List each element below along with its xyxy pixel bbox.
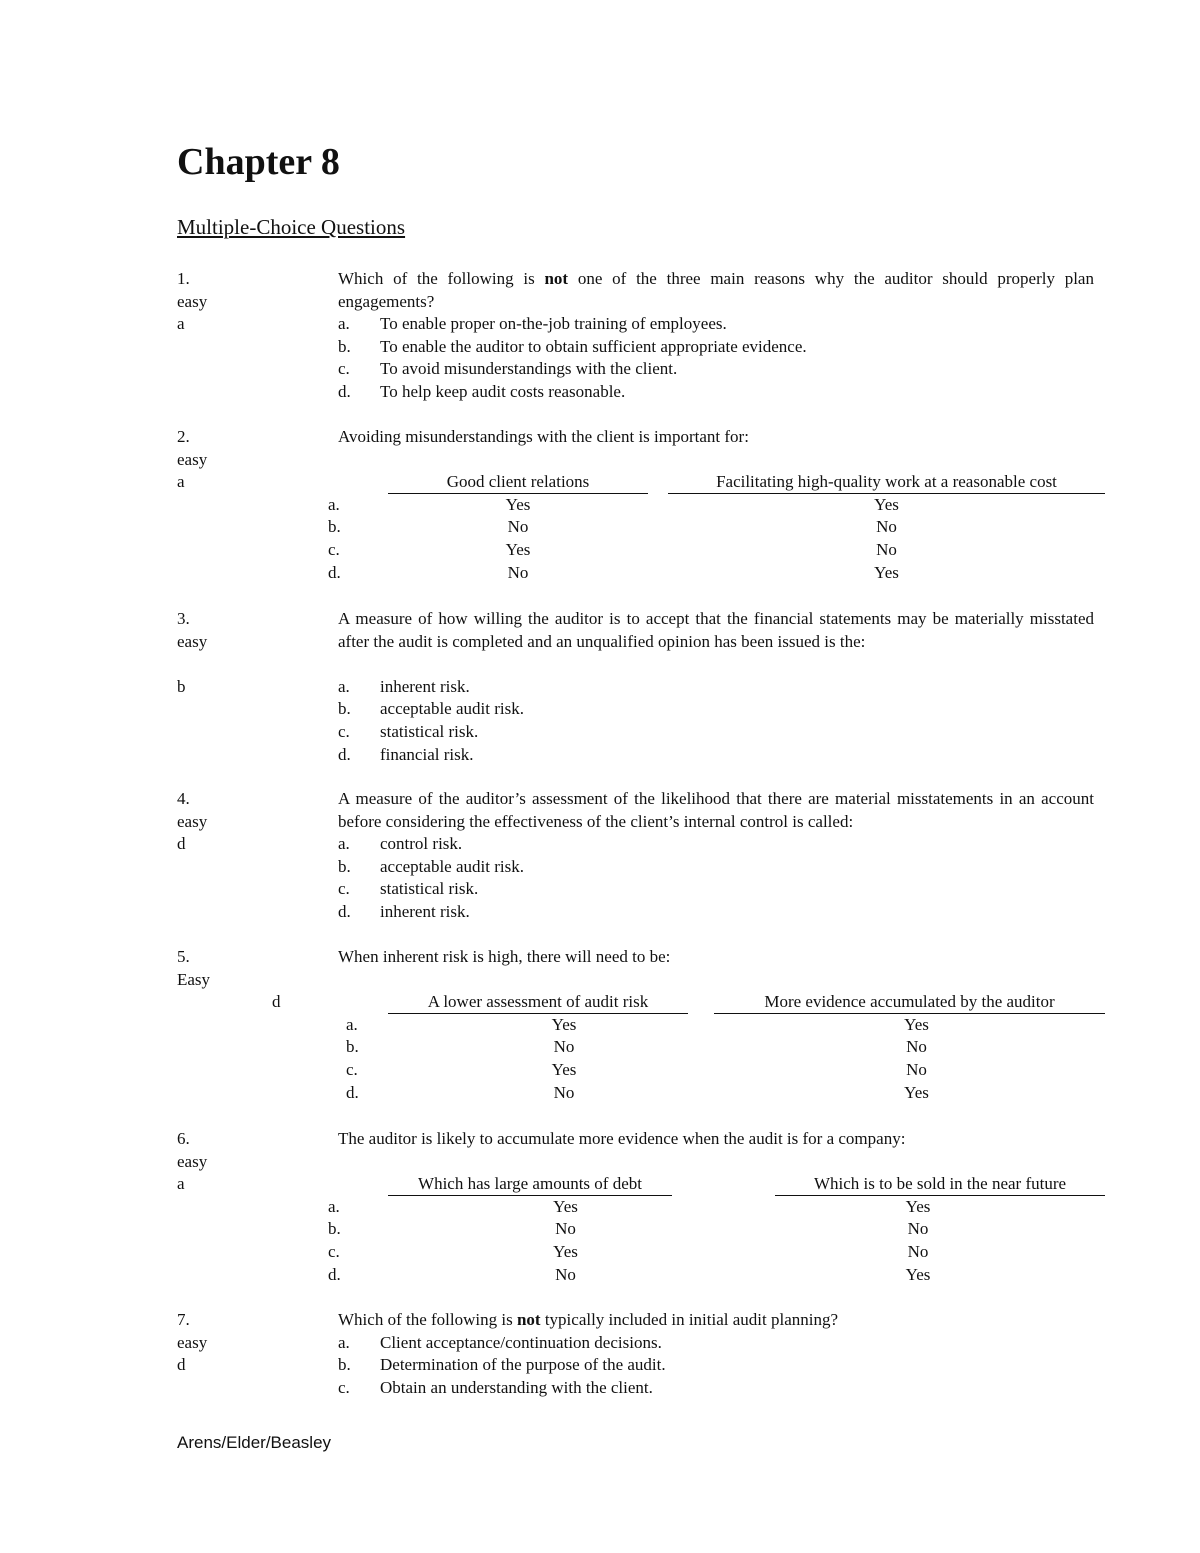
grid-cell: No [553,1082,575,1102]
grid-cell: No [906,1037,927,1057]
option-a [338,833,524,856]
grid-row-b [328,516,1108,539]
grid-column-header: Which has large amounts of debt [388,1173,672,1196]
option-letter: b. [338,699,351,719]
option-text: control risk. [380,834,463,854]
row-letter: c. [328,539,340,559]
option-letter: b. [338,1355,351,1375]
grid-cell: Yes [551,1059,577,1079]
row-letter: a. [328,494,340,514]
answer-grid [340,991,1110,1104]
stem-emphasis: not [544,269,569,288]
grid-header-row [328,1173,1108,1196]
grid-cell: No [507,517,529,537]
question-number: 7. [177,1310,190,1329]
option-letter: d. [338,901,351,921]
question-stem [338,268,1094,313]
grid-row-a [328,1196,1108,1219]
question-number: 4. [177,789,190,808]
grid-column-header: A lower assessment of audit risk [388,991,688,1014]
grid-header-row [328,471,1108,494]
option-text: Determination of the purpose of the audit. [380,1355,666,1375]
question-difficulty: easy [177,1332,208,1352]
grid-row-d [328,1264,1108,1287]
question-answer: a [177,1174,185,1194]
question-meta [177,946,281,1014]
row-letter: d. [346,1082,359,1102]
option-text: financial risk. [380,744,474,764]
grid-cell: Yes [553,1196,578,1216]
option-text: To enable the auditor to obtain sufficient appropriate evidence. [380,336,807,356]
option-d [338,381,807,404]
grid-column-header: Good client relations [388,471,648,494]
option-letter: c. [338,1377,350,1397]
grid-column-header: Which is to be sold in the near future [775,1173,1105,1196]
option-letter: c. [338,359,350,379]
grid-cell: No [555,1219,576,1239]
option-b [338,1354,666,1377]
option-text: To enable proper on-the-job training of employees. [380,314,727,334]
answer-grid [328,1173,1108,1286]
question-number: 1. [177,269,190,288]
option-letter: a. [338,676,350,696]
question-difficulty: easy [177,291,208,311]
grid-header-row [340,991,1110,1014]
grid-cell: No [553,1037,575,1057]
grid-row-b [328,1218,1108,1241]
question-number: 2. [177,427,190,446]
grid-cell: Yes [874,494,899,514]
grid-cell: No [507,562,529,582]
options-list [338,676,524,766]
row-letter: b. [328,1219,341,1239]
option-text: To help keep audit costs reasonable. [380,381,626,401]
grid-cell: No [906,1059,927,1079]
row-letter: a. [328,1196,340,1216]
question-stem: A measure of how willing the auditor is to accept that the financial statements may be materially misstated after the audit is completed and an unqualified opinion has been issued is the: [338,609,1094,651]
grid-cell: Yes [505,494,531,514]
section-heading: Multiple-Choice Questions [177,215,406,239]
option-text: Client acceptance/continuation decisions. [380,1332,662,1352]
grid-cell: Yes [905,1196,931,1216]
question-meta [177,268,207,336]
grid-cell: Yes [874,562,899,582]
row-letter: a. [346,1014,358,1034]
page-footer: Arens/Elder/Beasley [177,1433,332,1452]
grid-cell: No [907,1219,929,1239]
stem-text: Which of the following is [338,1310,517,1329]
option-c [338,1377,666,1400]
grid-row-d [340,1082,1110,1105]
question-answer: a [177,472,185,492]
option-letter: a. [338,1332,350,1352]
row-letter: d. [328,562,341,582]
question-answer: d [272,992,281,1012]
option-letter: d. [338,381,351,401]
option-letter: a. [338,314,350,334]
question-meta [177,1128,207,1196]
option-letter: a. [338,834,350,854]
question-stem: A measure of the auditor’s assessment of the likelihood that there are material misstatements in an account before considering the effectiveness of the client’s internal control is called: [338,789,1094,831]
row-letter: d. [328,1264,341,1284]
grid-row-c [328,1241,1108,1264]
grid-row-c [328,539,1108,562]
grid-cell: No [555,1264,576,1284]
grid-row-a [340,1014,1110,1037]
option-text: statistical risk. [380,721,479,741]
stem-text: one of the three main reasons why the auditor should properly plan engagements? [338,269,1094,311]
grid-cell: Yes [553,1241,578,1261]
question-answer: d [177,1355,186,1375]
question-difficulty: Easy [177,969,211,989]
options-list [338,833,524,923]
question-meta [177,608,207,698]
grid-cell: No [876,539,897,559]
option-c [338,878,524,901]
chapter-title: Chapter 8 [177,141,340,183]
question-number: 3. [177,609,190,628]
options-list [338,313,807,403]
option-c [338,358,807,381]
row-letter: b. [328,517,341,537]
option-text: To avoid misunderstandings with the client. [380,359,678,379]
grid-cell: Yes [904,1082,929,1102]
question-difficulty: easy [177,449,208,469]
option-a [338,313,807,336]
grid-cell: Yes [505,539,531,559]
option-letter: c. [338,879,350,899]
option-b [338,336,807,359]
answer-grid [328,471,1108,584]
option-text: Obtain an understanding with the client. [380,1377,653,1397]
question-number: 5. [177,947,190,966]
option-b [338,698,524,721]
option-a [338,1332,666,1355]
row-letter: b. [346,1037,359,1057]
question-meta [177,426,207,494]
grid-cell: Yes [904,1014,929,1034]
question-answer: d [177,834,186,854]
grid-column-header: More evidence accumulated by the auditor [714,991,1105,1014]
options-list [338,1332,666,1400]
grid-row-b [340,1036,1110,1059]
grid-row-a [328,494,1108,517]
option-text: acceptable audit risk. [380,699,524,719]
option-d [338,744,524,767]
option-letter: b. [338,856,351,876]
option-text: inherent risk. [380,901,470,921]
stem-emphasis: not [516,1310,541,1329]
option-letter: c. [338,721,350,741]
question-difficulty: easy [177,1151,208,1171]
question-number: 6. [177,1129,190,1148]
question-stem: When inherent risk is high, there will need to be: [338,947,671,966]
grid-row-c [340,1059,1110,1082]
option-text: acceptable audit risk. [380,856,524,876]
option-text: statistical risk. [380,879,479,899]
option-text: inherent risk. [380,676,470,696]
question-answer: a [177,314,185,334]
row-letter: c. [328,1241,340,1261]
grid-column-header: Facilitating high-quality work at a reasonable cost [668,471,1105,494]
question-difficulty: easy [177,811,208,831]
question-stem: The auditor is likely to accumulate more evidence when the audit is for a company: [338,1129,906,1148]
stem-text: typically included in initial audit planning? [540,1310,839,1329]
option-b [338,856,524,879]
stem-text: Which of the following is [338,269,545,288]
question-meta [177,788,207,856]
grid-cell: No [876,517,897,537]
option-c [338,721,524,744]
question-stem [338,1309,1094,1332]
question-difficulty: easy [177,631,208,651]
grid-cell: No [907,1241,929,1261]
option-d [338,901,524,924]
question-stem: Avoiding misunderstandings with the client is important for: [338,427,749,446]
option-letter: b. [338,336,351,356]
option-letter: d. [338,744,351,764]
grid-cell: Yes [905,1264,931,1284]
question-answer: b [177,676,186,696]
grid-row-d [328,562,1108,585]
grid-cell: Yes [551,1014,577,1034]
option-a [338,676,524,699]
row-letter: c. [346,1059,358,1079]
question-meta [177,1309,207,1377]
